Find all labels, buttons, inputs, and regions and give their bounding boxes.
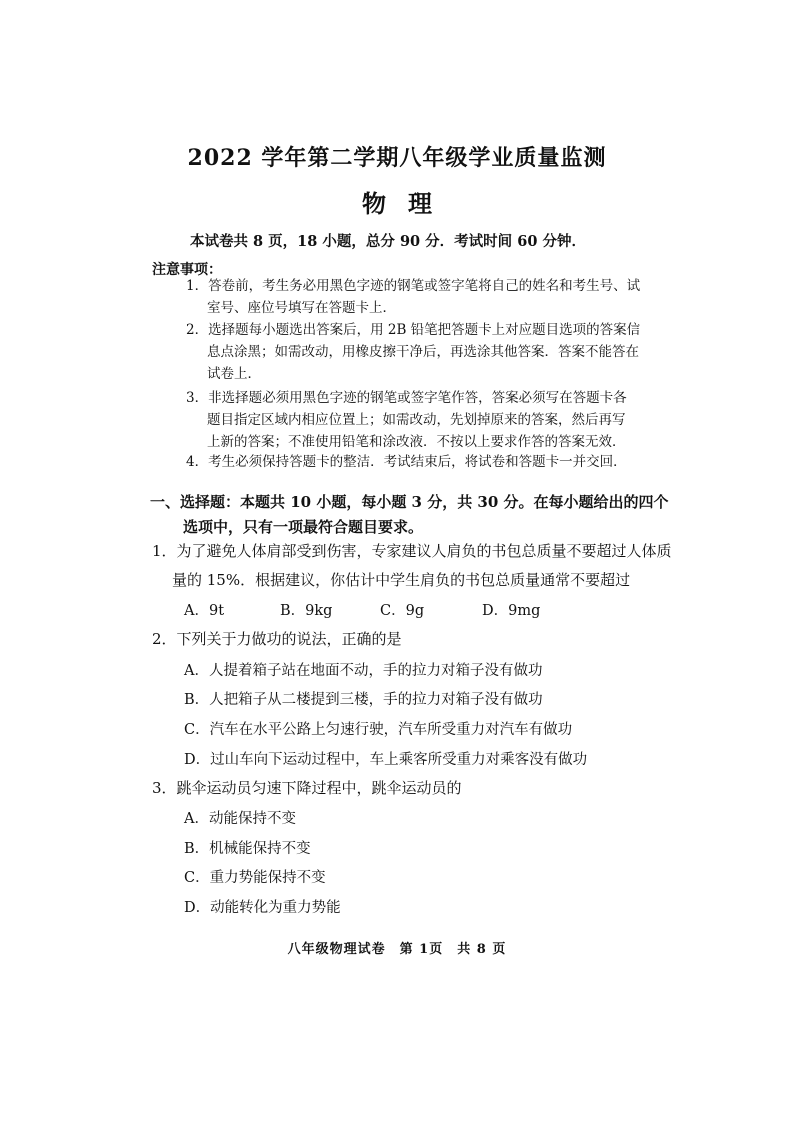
question-2-option: C．汽车在水平公路上匀速行驶，汽车所受重力对汽车有做功	[184, 722, 573, 738]
question-3-option: B．机械能保持不变	[184, 841, 311, 857]
section-heading-line: 选项中，只有一项最符合题目要求。	[183, 518, 424, 536]
notice-line: 上新的答案；不准使用铅笔和涂改液．不按以上要求作答的答案无效．	[207, 434, 626, 450]
question-1-option: D．9mg	[482, 603, 541, 619]
subject-title: 物理	[362, 189, 454, 218]
question-2-option: B．人把箱子从二楼提到三楼，手的拉力对箱子没有做功	[184, 692, 543, 708]
notice-line: 试卷上．	[207, 366, 261, 382]
question-2-option: D．过山车向下运动过程中，车上乘客所受重力对乘客没有做功	[184, 752, 588, 768]
section-heading-line: 一、选择题：本题共 10 小题，每小题 3 分，共 30 分。在每小题给出的四个	[150, 493, 669, 511]
page-footer: 八年级物理试卷 第 1页 共 8 页	[287, 942, 507, 957]
notice-line: 1．答卷前，考生务必用黑色字迹的钢笔或签字笔将自己的姓名和考生号、试	[186, 278, 641, 294]
notice-line: 4．考生必须保持答题卡的整洁．考试结束后，将试卷和答题卡一并交回．	[186, 454, 627, 470]
exam-intro: 本试卷共 8 页，18 小题，总分 90 分．考试时间 60 分钟．	[190, 233, 586, 250]
notice-line: 题目指定区域内相应位置上；如需改动，先划掉原来的答案，然后再写	[207, 412, 626, 428]
question-3-option: A．动能保持不变	[184, 811, 296, 827]
notice-heading: 注意事项：	[152, 262, 222, 278]
question-2-stem: 2．下列关于力做功的说法，正确的是	[152, 630, 402, 648]
notice-line: 室号、座位号填写在答题卡上．	[207, 300, 396, 316]
question-1-stem: 1．为了避免人体肩部受到伤害，专家建议人肩负的书包总质量不要超过人体质	[152, 542, 672, 560]
question-1-option: C．9g	[380, 603, 425, 619]
question-1-option: B．9kg	[280, 603, 333, 619]
question-1-stem: 量的 15%．根据建议，你估计中学生肩负的书包总质量通常不要超过	[172, 571, 631, 589]
exam-title: 2022 学年第二学期八年级学业质量监测	[187, 145, 607, 171]
question-2-option: A．人提着箱子站在地面不动，手的拉力对箱子没有做功	[184, 663, 543, 679]
question-3-option: C．重力势能保持不变	[184, 870, 326, 886]
notice-line: 息点涂黑；如需改动，用橡皮擦干净后，再选涂其他答案．答案不能答在	[207, 344, 639, 360]
question-1-option: A．9t	[184, 603, 225, 619]
question-3-stem: 3．跳伞运动员匀速下降过程中，跳伞运动员的	[152, 779, 462, 797]
notice-line: 2．选择题每小题选出答案后，用 2B 铅笔把答题卡上对应题目选项的答案信	[186, 322, 641, 338]
notice-line: 3．非选择题必须用黑色字迹的钢笔或签字笔作答，答案必须写在答题卡各	[186, 390, 627, 406]
section-heading	[150, 490, 669, 540]
question-3-option: D．动能转化为重力势能	[184, 900, 341, 916]
